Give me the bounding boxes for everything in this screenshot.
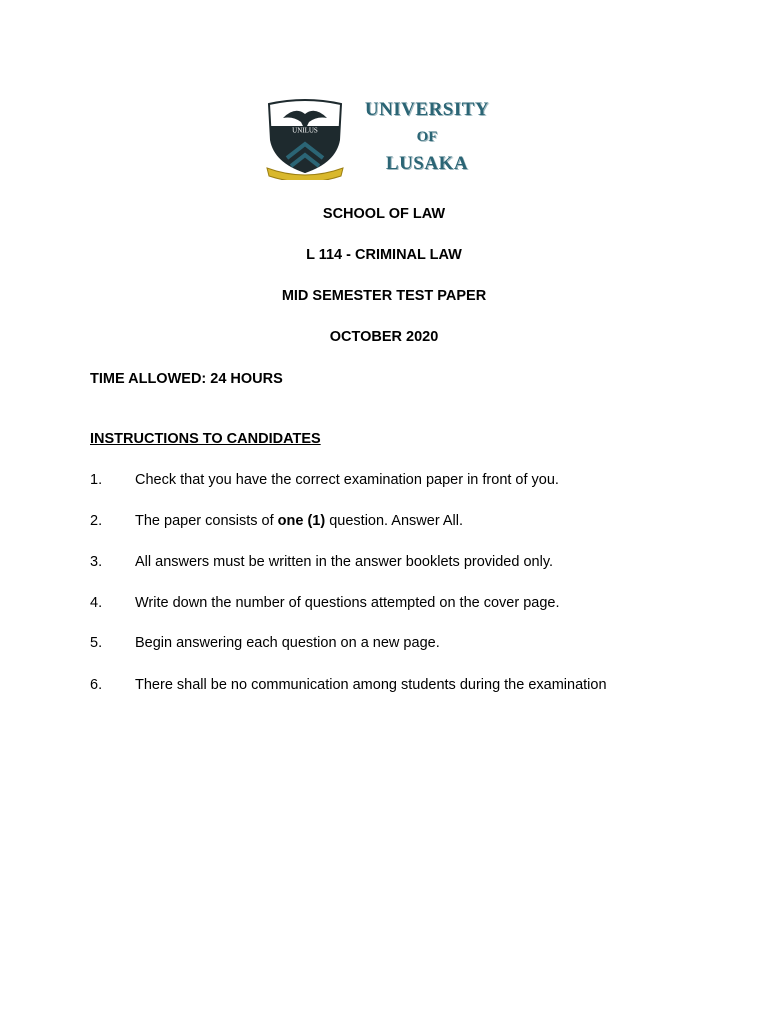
item-number: 1.: [90, 472, 103, 488]
item-number: 5.: [90, 635, 103, 651]
paper-title: MID SEMESTER TEST PAPER: [281, 288, 487, 304]
svg-text:UNILUS: UNILUS: [292, 126, 318, 135]
item-text: Begin answering each question on a new page.: [135, 635, 440, 651]
item-text: There shall be no communication among students during the examination: [135, 677, 607, 693]
school-title: SCHOOL OF LAW: [322, 206, 446, 222]
wordmark-line-2: OF: [416, 129, 438, 145]
item-text-pre: The paper consists of: [135, 513, 278, 529]
exam-date: OCTOBER 2020: [329, 329, 439, 345]
item-text: Check that you have the correct examination paper in front of you.: [135, 472, 559, 488]
item-text: All answers must be written in the answer booklets provided only.: [135, 554, 554, 570]
item-number: 2.: [90, 513, 103, 529]
item-text-post: question. Answer All.: [325, 513, 464, 529]
time-allowed: TIME ALLOWED: 24 HOURS: [90, 371, 283, 387]
item-text: [135, 513, 463, 529]
wordmark-line-1: UNIVERSITY: [364, 99, 490, 120]
wordmark-line-3: LUSAKA: [385, 153, 469, 174]
item-number: 3.: [90, 554, 103, 570]
university-logo: [265, 96, 495, 180]
instructions-heading: INSTRUCTIONS TO CANDIDATES: [90, 431, 321, 447]
item-text: Write down the number of questions attempted on the cover page.: [135, 595, 560, 611]
crest-icon: [265, 96, 345, 180]
item-text-bold: one (1): [277, 513, 326, 529]
item-number: 4.: [90, 595, 103, 611]
item-number: 6.: [90, 677, 103, 693]
course-title: L 114 - CRIMINAL LAW: [306, 247, 462, 263]
